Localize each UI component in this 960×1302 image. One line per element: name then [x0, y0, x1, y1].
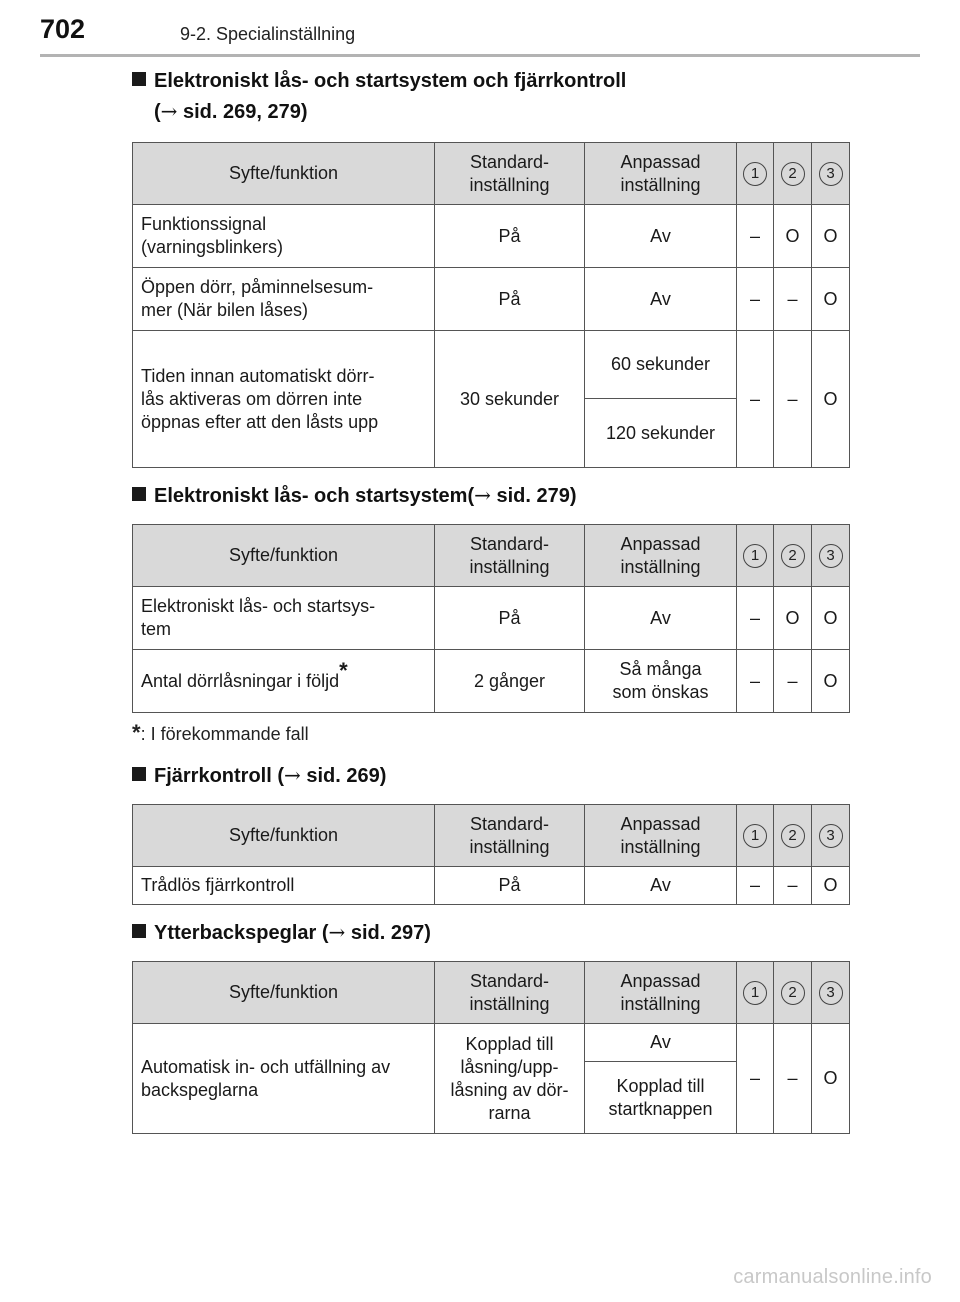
square-bullet-icon: [132, 487, 146, 501]
settings-table: [132, 961, 850, 1134]
col-custom: Anpassad inställning: [585, 962, 737, 1024]
circled-2-icon: 2: [781, 162, 805, 186]
table-row: Funktionssignal (varningsblinkers) På Av – O O: [133, 205, 850, 268]
circled-3-icon: 3: [819, 824, 843, 848]
table-row: Antal dörrlåsningar i följd* 2 gånger Så många som önskas – – O: [133, 650, 850, 713]
circled-3-icon: 3: [819, 162, 843, 186]
page-number: 702: [40, 14, 86, 44]
arrow-icon: →: [328, 920, 346, 944]
settings-table: [132, 142, 850, 468]
col-standard: Standard- inställning: [435, 805, 585, 867]
col-purpose: Syfte/funktion: [133, 962, 435, 1024]
asterisk-mark: *: [339, 657, 348, 683]
square-bullet-icon: [132, 72, 146, 86]
section-title: Elektroniskt lås- och startsystem(→ sid. 279): [132, 480, 577, 511]
circled-3-icon: 3: [819, 544, 843, 568]
chapter-title: 9-2. Specialinställning: [180, 24, 356, 44]
circled-1-icon: 1: [743, 981, 767, 1005]
col-purpose: Syfte/funktion: [133, 525, 435, 587]
header-divider: [40, 54, 920, 57]
arrow-icon: →: [474, 483, 491, 507]
col-purpose: Syfte/funktion: [133, 143, 435, 205]
circled-2-icon: 2: [781, 544, 805, 568]
circled-1-icon: 1: [743, 544, 767, 568]
circled-1-icon: 1: [743, 162, 767, 186]
table-row: Automatisk in- och utfällning av backspeglarna Kopplad till låsning/upp- låsning av dör- rarna Av – – O: [133, 1024, 850, 1062]
table-row: Elektroniskt lås- och startsys- tem På Av – O O: [133, 587, 850, 650]
asterisk-mark: *: [132, 720, 141, 745]
col-custom: Anpassad inställning: [585, 525, 737, 587]
circled-2-icon: 2: [781, 981, 805, 1005]
settings-table: [132, 524, 850, 713]
section-title: Ytterbackspeglar (→ sid. 297): [132, 917, 431, 948]
col-custom: Anpassad inställning: [585, 805, 737, 867]
circled-2-icon: 2: [781, 824, 805, 848]
square-bullet-icon: [132, 924, 146, 938]
watermark: carmanualsonline.info: [733, 1266, 932, 1288]
circled-3-icon: 3: [819, 981, 843, 1005]
col-purpose: Syfte/funktion: [133, 805, 435, 867]
col-standard: Standard- inställning: [435, 962, 585, 1024]
table-row: Tiden innan automatiskt dörr- lås aktiveras om dörren inte öppnas efter att den låsts upp 30 sekunder 60 sekunder – – O: [133, 331, 850, 399]
circled-1-icon: 1: [743, 824, 767, 848]
arrow-icon: →: [160, 99, 178, 123]
table-row: 120 sekunder: [133, 399, 850, 468]
table-row: Trådlös fjärrkontroll På Av – – O: [133, 867, 850, 905]
section-title: Fjärrkontroll (→ sid. 269): [132, 760, 386, 791]
col-standard: Standard- inställning: [435, 525, 585, 587]
arrow-icon: →: [284, 763, 301, 787]
table-row: Kopplad till startknappen: [133, 1062, 850, 1134]
col-custom: Anpassad inställning: [585, 143, 737, 205]
col-standard: Standard- inställning: [435, 143, 585, 205]
table-row: Öppen dörr, påminnelsesum- mer (När bilen låses) På Av – – O: [133, 268, 850, 331]
footnote: *: I förekommande fall: [132, 720, 309, 745]
settings-table: [132, 804, 850, 905]
square-bullet-icon: [132, 767, 146, 781]
section-title: Elektroniskt lås- och startsystem och fjärrkontroll (→ sid. 269, 279): [132, 66, 626, 127]
